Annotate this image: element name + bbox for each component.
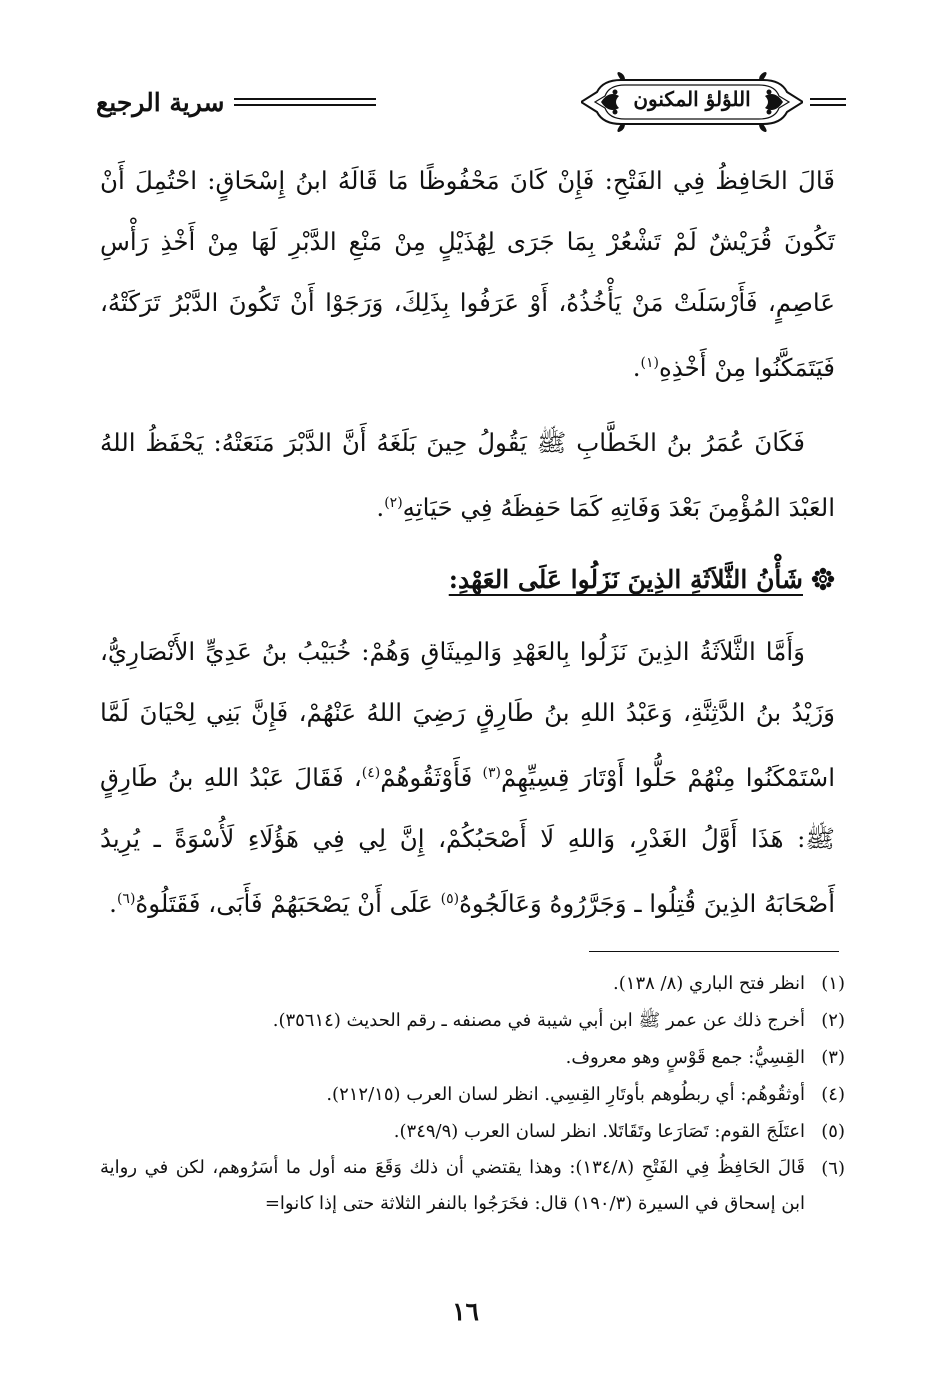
paragraph-1 bbox=[100, 150, 835, 398]
footnote-separator bbox=[589, 951, 839, 952]
header-rule-right bbox=[810, 98, 846, 106]
footnote-number: (٢) bbox=[821, 1010, 845, 1031]
footnote-ref-3: (٣) bbox=[482, 765, 501, 782]
paragraph-2-end: . bbox=[376, 493, 385, 523]
footnote-number: (٦) bbox=[821, 1158, 845, 1179]
footnote-number: (٤) bbox=[821, 1084, 845, 1105]
book-title: اللؤلؤ المكنون bbox=[633, 87, 751, 111]
book-title-cartouche bbox=[581, 72, 803, 132]
main-text bbox=[100, 150, 835, 935]
footnote-text: قَالَ الحَافِظُ فِي الفَتْحِ (١٣٤/٨): وهذا يقتضي أن ذلك وَقَعَ منه أول ما أسَرُوهم، لكن في رواية ابن إسحاق في السيرة (١٩٠/٣) قال: فخَرَجُوا بالنفر الثلاثة حتى إذا كانوا= bbox=[100, 1157, 805, 1214]
paragraph-3-text-b: فَأَوْثَقُوهُمْ bbox=[380, 763, 483, 793]
footnote-text: انظر فتح الباري (٨/ ١٣٨). bbox=[613, 973, 805, 994]
paragraph-1-text: قَالَ الحَافِظُ فِي الفَتْحِ: فَإِنْ كَانَ مَحْفُوظًا مَا قَالَهُ ابنُ إِسْحَاقٍ: احْتُمِلَ أَنْ تَكُونَ قُرَيْشٌ لَمْ تَشْعُرْ بِمَا جَرَى لِهُذَيْلٍ مِنْ مَنْعِ الدَّبْرِ لَهَا مِنْ أَخْذِ رَأْسِ عَاصِمٍ، فَأَرْسَلَتْ مَنْ يَأْخُذُهُ، أَوْ عَرَفُوا بِذَلِكَ، وَرَجَوْا أَنْ تَكُونَ الدَّبْرُ تَرَكَتْهُ، فَيَتَمَكَّنُوا مِنْ أَخْذِهِ bbox=[100, 166, 835, 383]
page-number: ١٦ bbox=[452, 1297, 479, 1326]
footnote-5 bbox=[100, 1113, 845, 1150]
footnote-3 bbox=[100, 1039, 845, 1076]
footnote-text: القِسِيُّ: جمع قَوْسٍ وهو معروف. bbox=[565, 1047, 805, 1068]
section-heading bbox=[100, 552, 835, 607]
flower-ornament-icon bbox=[811, 567, 835, 591]
footnote-2 bbox=[100, 1002, 845, 1039]
paragraph-2 bbox=[100, 412, 835, 538]
header-rule-left bbox=[234, 98, 376, 106]
footnote-6 bbox=[100, 1150, 845, 1222]
footnote-text: اعتَلَجَ القوم: تَصَارَعا وتَقَاتَلا. انظر لسان العرب (٣٤٩/٩). bbox=[393, 1121, 805, 1142]
running-header bbox=[96, 58, 846, 138]
section-heading-text: شَأْنُ الثَّلاَثَةِ الذِينَ نَزَلُوا عَلَى العَهْدِ: bbox=[448, 565, 803, 595]
footnote-ref-5: (٥) bbox=[440, 891, 460, 908]
paragraph-3-text-a: وَأَمَّا الثَّلاَثَةُ الذِينَ نَزَلُوا بِالعَهْدِ وَالمِيثَاقِ وَهُمْ: خُبَيْبُ بنُ عَدِيٍّ الأَنْصَارِيُّ، وَزَيْدُ بنُ الدَّثِنَّةِ، وَعَبْدُ اللهِ بنُ طَارِقٍ رَضِيَ اللهُ عَنْهُمْ، فَإِنَّ بَنِي لِحْيَانَ لَمَّا اسْتَمْكَنُوا مِنْهُمْ حَلُّوا أَوْتَارَ قِسِيِّهِمْ bbox=[100, 637, 835, 793]
footnote-ref-6: (٦) bbox=[116, 891, 136, 908]
paragraph-2-text: فَكَانَ عُمَرُ بنُ الخَطَّابِ ﷺ يَقُولُ حِينَ بَلَغَهُ أَنَّ الدَّبْرَ مَنَعَتْهُ: يَحْفَظُ اللهُ العَبْدَ المُؤْمِنَ بَعْدَ وَفَاتِهِ كَمَا حَفِظَهُ فِي حَيَاتِهِ bbox=[100, 428, 835, 523]
paragraph-1-end: . bbox=[632, 353, 641, 383]
chapter-title: سرية الرجيع bbox=[96, 88, 225, 117]
footnotes bbox=[100, 965, 845, 1222]
footnote-text: أخرج ذلك عن عمر ﷺ ابن أبي شيبة في مصنفه ـ رقم الحديث (٣٥٦١٤). bbox=[272, 1010, 805, 1031]
footnote-number: (٣) bbox=[821, 1047, 845, 1068]
footnote-number: (١) bbox=[821, 973, 845, 994]
paragraph-3 bbox=[100, 621, 835, 934]
paragraph-3-end: . bbox=[109, 889, 117, 919]
footnote-number: (٥) bbox=[821, 1121, 845, 1142]
paragraph-3-text-d: عَلَى أَنْ يَصْحَبَهُمْ فَأَبَى، فَقَتَلُوهُ bbox=[135, 889, 441, 919]
footnote-ref-2: (٢) bbox=[384, 495, 403, 512]
paragraph-3-text-c: ، فَقَالَ عَبْدُ اللهِ بنُ طَارِقٍ ﷺ: هَذَا أَوَّلُ الغَدْرِ، وَاللهِ لَا أَصْحَبُكُمْ، إِنَّ لِي فِي هَؤُلَاءِ لَأُسْوَةً ـ يُرِيدُ أَصْحَابَهُ الذِينَ قُتِلُوا ـ وَجَرَّرُوهُ وَعَالَجُوهُ bbox=[100, 763, 835, 919]
footnote-ref-4: (٤) bbox=[361, 765, 381, 782]
footnote-ref-1: (١) bbox=[640, 355, 659, 371]
footnote-4 bbox=[100, 1076, 845, 1113]
footnote-1 bbox=[100, 965, 845, 1002]
footnote-text: أوثقُوهُم: أي ربطُوهم بأوتَارِ القِسِي. انظر لسان العرب (٢١٢/١٥). bbox=[326, 1084, 805, 1105]
